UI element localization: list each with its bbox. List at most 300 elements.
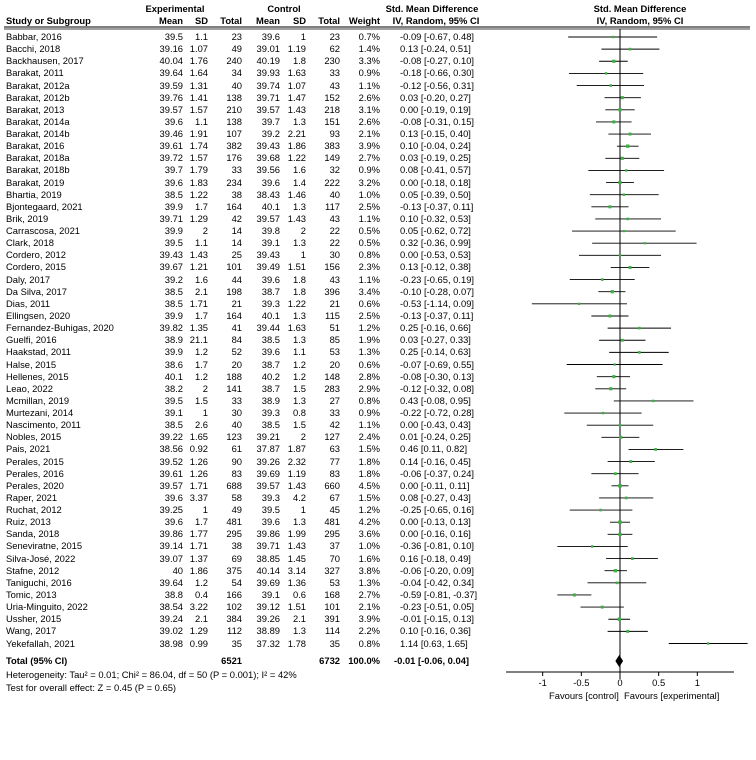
exp-total: 84 (231, 334, 242, 346)
weight: 0.6% (358, 297, 380, 309)
exp-mean: 39.9 (164, 309, 183, 321)
exp-total: 33 (231, 394, 242, 406)
ctrl-sd: 1.3 (292, 394, 306, 406)
exp-mean: 39.02 (159, 625, 183, 637)
study-name: Ellingsen, 2020 (6, 309, 71, 321)
ctrl-total: 42 (329, 419, 340, 431)
ctrl-grand-total: 6732 (319, 655, 340, 666)
heterogeneity-stats: Heterogeneity: Tau² = 0.01; Chi² = 86.04, df = 50 (P = 0.001); I² = 42% (6, 669, 297, 680)
weight: 0.7% (358, 31, 380, 42)
study-ci: 0.16 [-0.18, 0.49] (400, 552, 471, 564)
ctrl-sd: 1.36 (287, 576, 306, 588)
exp-total: 234 (226, 176, 242, 188)
effect-point (629, 48, 632, 51)
exp-mean: 39.86 (159, 528, 183, 540)
study-ci: 0.14 [-0.16, 0.45] (400, 455, 471, 467)
exp-mean: 39.64 (159, 67, 183, 79)
effect-point (602, 412, 604, 414)
weight: 3.1% (358, 103, 380, 115)
ctrl-mean: 39.71 (256, 91, 280, 103)
ctrl-sd: 1.43 (287, 540, 306, 552)
weight: 1.1% (358, 273, 380, 285)
exp-sd: 1.57 (189, 103, 208, 115)
effect-point (591, 545, 594, 548)
effect-point (601, 278, 604, 281)
weight: 1.1% (358, 419, 380, 431)
weight: 2.1% (358, 601, 380, 613)
study-name: Stafne, 2012 (6, 564, 60, 576)
ctrl-total: 391 (324, 613, 340, 625)
exp-mean: 39.14 (159, 540, 183, 552)
study-ci: -0.23 [-0.51, 0.05] (400, 601, 475, 613)
exp-mean: 39.7 (164, 164, 183, 176)
study-ci: 0.13 [-0.15, 0.40] (400, 128, 471, 140)
exp-sd: 0.92 (189, 443, 208, 455)
ctrl-sd: 1.4 (292, 176, 306, 188)
effect-point (614, 472, 617, 475)
weight: 1.5% (358, 491, 380, 503)
effect-point (631, 557, 634, 560)
study-name: Fernandez-Buhigas, 2020 (6, 322, 114, 334)
ctrl-mean: 38.9 (261, 394, 280, 406)
ctrl-sd: 1.3 (292, 200, 306, 212)
study-ci: 0.43 [-0.08, 0.95] (400, 394, 471, 406)
weight: 2.5% (358, 200, 380, 212)
study-ci: 0.25 [-0.14, 0.63] (400, 346, 471, 358)
weight: 2.6% (358, 115, 380, 127)
exp-total: 375 (226, 564, 242, 576)
exp-mean: 39.9 (164, 225, 183, 237)
study-ci: 0.10 [-0.04, 0.24] (400, 140, 471, 152)
effect-point (573, 593, 576, 596)
ctrl-mean: 39.26 (256, 613, 280, 625)
exp-sd: 0.4 (194, 588, 208, 600)
ctrl-mean: 39.2 (261, 128, 280, 140)
ctrl-sd: 2.32 (287, 455, 306, 467)
weight-header: Weight (348, 15, 380, 26)
ctrl-total: 22 (329, 237, 340, 249)
exp-total: 69 (231, 552, 242, 564)
study-ci: -0.06 [-0.37, 0.24] (400, 467, 475, 479)
ctrl-sd: 1.87 (287, 443, 306, 455)
study-ci: 0.00 [-0.18, 0.18] (400, 176, 471, 188)
study-name: Seneviratne, 2015 (6, 540, 83, 552)
ci-column-header: IV, Random, 95% CI (392, 15, 480, 26)
ctrl-total: 40 (329, 188, 340, 200)
weight: 1.2% (358, 504, 380, 516)
ctrl-sd: 1.63 (287, 322, 306, 334)
exp-total: 38 (231, 188, 242, 200)
effect-point (644, 242, 646, 244)
ctrl-sd: 1.5 (292, 382, 306, 394)
study-name: Perales, 2016 (6, 467, 64, 479)
exp-sd: 1.57 (189, 152, 208, 164)
exp-total: 138 (226, 91, 242, 103)
weight: 1.5% (358, 443, 380, 455)
weight: 4.2% (358, 516, 380, 528)
ctrl-mean: 39.69 (256, 467, 280, 479)
study-ci: 0.05 [-0.62, 0.72] (400, 225, 471, 237)
ctrl-total: 156 (324, 261, 340, 273)
weight: 0.5% (358, 225, 380, 237)
exp-total: 481 (226, 516, 242, 528)
study-name: Uria-Minguito, 2022 (6, 601, 88, 613)
ctrl-sd: 1.5 (292, 419, 306, 431)
smd-plot-header: Std. Mean Difference (593, 3, 687, 14)
exp-sd: 0.99 (189, 637, 208, 649)
x-tick-label: 0.5 (652, 677, 666, 688)
favours-experimental-label: Favours [experimental] (624, 690, 720, 701)
study-ci: 0.00 [-0.19, 0.19] (400, 103, 471, 115)
ctrl-total: 114 (325, 625, 340, 637)
exp-sd: 2.1 (194, 285, 208, 297)
exp-total: 49 (231, 504, 242, 516)
ctrl-mean: 39.93 (256, 67, 280, 79)
exp-total: 210 (226, 103, 242, 115)
effect-point (654, 448, 657, 451)
exp-sd: 1.86 (189, 564, 208, 576)
effect-point (618, 520, 621, 523)
exp-mean: 39.57 (159, 479, 183, 491)
ctrl-total: 43 (329, 79, 340, 91)
ctrl-sd-header: SD (292, 15, 306, 26)
study-name: Dias, 2011 (6, 297, 51, 309)
exp-mean: 39.5 (164, 237, 183, 249)
weight: 2.6% (358, 91, 380, 103)
study-name: Raper, 2021 (6, 491, 58, 503)
ctrl-total: 32 (329, 164, 340, 176)
weight: 0.8% (358, 249, 380, 261)
ctrl-sd: 4.2 (292, 491, 306, 503)
ctrl-total: 43 (329, 212, 340, 224)
exp-mean: 38.5 (164, 419, 183, 431)
control-group-header: Control (267, 3, 301, 14)
exp-mean: 39.46 (159, 128, 183, 140)
exp-total: 54 (231, 576, 242, 588)
ctrl-total: 20 (329, 358, 340, 370)
ctrl-mean: 38.7 (261, 382, 280, 394)
study-name: Wang, 2017 (6, 625, 57, 637)
exp-sd: 1.31 (189, 79, 208, 91)
study-name: Bacchi, 2018 (6, 43, 61, 55)
study-name: Barakat, 2011 (6, 67, 64, 79)
exp-mean: 39.9 (164, 200, 183, 212)
exp-sd: 1.26 (189, 467, 208, 479)
study-name: Ussher, 2015 (6, 613, 62, 625)
weight: 0.9% (358, 407, 380, 419)
weight: 0.9% (358, 67, 380, 79)
ctrl-sd: 1.8 (292, 55, 306, 67)
exp-total: 141 (226, 382, 242, 394)
overall-effect-test: Test for overall effect: Z = 0.45 (P = 0.65) (6, 682, 177, 693)
study-ci: -0.25 [-0.65, 0.16] (400, 504, 475, 516)
exp-sd: 1.7 (194, 516, 208, 528)
exp-sd: 1.07 (189, 43, 208, 55)
effect-point (623, 230, 625, 232)
effect-point (608, 205, 611, 208)
ctrl-sd: 1.45 (287, 552, 306, 564)
effect-point (612, 375, 615, 378)
weight: 3.6% (358, 528, 380, 540)
weight: 3.9% (358, 140, 380, 152)
study-name: Taniguchi, 2016 (6, 576, 72, 588)
ctrl-total: 23 (329, 31, 340, 42)
ctrl-sd: 1.78 (287, 637, 306, 649)
ctrl-total: 51 (329, 322, 340, 334)
effect-point (621, 157, 624, 160)
effect-point (638, 351, 641, 354)
study-name: Barakat, 2013 (6, 103, 65, 115)
effect-point (707, 642, 709, 644)
study-ci: -0.18 [-0.66, 0.30] (400, 67, 475, 79)
weight: 2.9% (358, 382, 380, 394)
exp-total: 123 (226, 431, 242, 443)
study-name: Babbar, 2016 (6, 31, 62, 42)
exp-total: 101 (226, 261, 242, 273)
study-name: Hellenes, 2015 (6, 370, 69, 382)
ctrl-sd: 1.43 (287, 479, 306, 491)
ctrl-mean: 39.1 (261, 237, 280, 249)
study-ci: -0.07 [-0.69, 0.55] (400, 358, 475, 370)
ctrl-sd: 1 (300, 31, 306, 42)
total-weight: 100.0% (348, 655, 380, 666)
effect-point (619, 436, 622, 439)
exp-mean: 39.2 (164, 273, 183, 285)
exp-total: 164 (226, 200, 242, 212)
ctrl-mean: 38.85 (256, 552, 280, 564)
study-ci: 0.08 [-0.27, 0.43] (400, 491, 471, 503)
weight: 1.8% (358, 455, 380, 467)
exp-mean: 39.1 (164, 407, 183, 419)
ctrl-mean: 37.32 (256, 637, 280, 649)
ctrl-sd: 1.47 (287, 91, 306, 103)
study-name: Pais, 2021 (6, 443, 51, 455)
ctrl-total: 22 (329, 225, 340, 237)
ctrl-sd: 1.46 (287, 188, 306, 200)
ctrl-mean: 39.01 (256, 43, 280, 55)
exp-mean: 39.6 (164, 491, 183, 503)
study-name: Bjontegaard, 2021 (6, 200, 83, 212)
effect-point (652, 400, 654, 402)
exp-sd: 1.1 (194, 115, 208, 127)
ctrl-mean: 39.5 (261, 504, 280, 516)
study-ci: 0.25 [-0.16, 0.66] (400, 322, 471, 334)
ctrl-mean: 38.5 (261, 419, 280, 431)
exp-mean: 39.52 (159, 455, 183, 467)
exp-mean: 39.9 (164, 346, 183, 358)
ctrl-mean: 39.26 (256, 455, 280, 467)
exp-mean: 38.5 (164, 188, 183, 200)
ctrl-mean: 39.6 (261, 273, 280, 285)
study-ci: 0.46 [0.11, 0.82] (400, 443, 468, 455)
ctrl-total: 295 (324, 528, 340, 540)
exp-total: 35 (231, 637, 242, 649)
ctrl-sd: 1.51 (287, 601, 306, 613)
study-name: Barakat, 2012b (6, 91, 70, 103)
exp-mean: 39.25 (159, 504, 183, 516)
ctrl-total: 35 (329, 637, 340, 649)
exp-total: 61 (231, 443, 242, 455)
weight: 2.5% (358, 309, 380, 321)
study-name: Tomic, 2013 (6, 588, 57, 600)
smd-table-header: Std. Mean Difference (385, 3, 479, 14)
study-name: Barakat, 2014a (6, 115, 70, 127)
ctrl-sd: 2.1 (292, 613, 306, 625)
exp-total: 90 (231, 455, 242, 467)
ctrl-mean: 39.8 (261, 225, 280, 237)
exp-sd: 1.91 (189, 128, 208, 140)
ctrl-mean: 39.57 (256, 479, 280, 491)
ctrl-sd: 0.8 (292, 407, 306, 419)
exp-sd: 1.37 (189, 552, 208, 564)
exp-total: 176 (226, 152, 242, 164)
effect-point (621, 96, 624, 99)
study-ci: -0.04 [-0.42, 0.34] (400, 576, 475, 588)
study-name: Guelfi, 2016 (6, 334, 57, 346)
study-ci: -0.08 [-0.31, 0.15] (400, 115, 475, 127)
effect-point (608, 314, 611, 317)
exp-sd-header: SD (194, 15, 208, 26)
ctrl-mean: 39.74 (256, 79, 280, 91)
ctrl-mean: 39.21 (256, 431, 280, 443)
ctrl-mean: 39.6 (261, 176, 280, 188)
effect-point (612, 60, 615, 63)
ctrl-sd: 1.63 (287, 67, 306, 79)
ctrl-total: 33 (329, 67, 340, 79)
study-ci: -0.01 [-0.15, 0.13] (400, 613, 475, 625)
study-name: Clark, 2018 (6, 237, 54, 249)
exp-mean: 38.6 (164, 358, 183, 370)
exp-mean: 38.5 (164, 285, 183, 297)
exp-total: 34 (231, 67, 242, 79)
exp-mean: 39.6 (164, 115, 183, 127)
exp-mean: 39.57 (159, 103, 183, 115)
weight: 2.2% (358, 625, 380, 637)
ctrl-mean: 38.7 (261, 358, 280, 370)
study-name: Backhausen, 2017 (6, 55, 84, 67)
effect-point (609, 84, 612, 87)
effect-point (626, 144, 629, 147)
ctrl-sd: 2.21 (287, 128, 306, 140)
study-name: Murtezani, 2014 (6, 407, 74, 419)
effect-point (621, 339, 624, 342)
effect-point (578, 303, 580, 305)
exp-mean: 39.59 (159, 79, 183, 91)
ctrl-total: 70 (329, 552, 340, 564)
exp-sd: 1.71 (189, 540, 208, 552)
study-ci: 0.08 [-0.41, 0.57] (400, 164, 471, 176)
ctrl-total: 115 (325, 309, 340, 321)
effect-point (618, 618, 621, 621)
exp-sd: 1.6 (194, 273, 208, 285)
ctrl-mean: 39.68 (256, 152, 280, 164)
weight: 3.8% (358, 564, 380, 576)
ctrl-total: 62 (329, 43, 340, 55)
study-name: Barakat, 2018a (6, 152, 70, 164)
exp-sd: 1.26 (189, 455, 208, 467)
exp-mean: 39.67 (159, 261, 183, 273)
exp-mean: 38.56 (159, 443, 183, 455)
study-name: Ruiz, 2013 (6, 516, 51, 528)
effect-point (611, 290, 614, 293)
ctrl-total: 93 (329, 128, 340, 140)
exp-sd: 2.1 (194, 613, 208, 625)
exp-total: 21 (231, 297, 242, 309)
weight: 2.7% (358, 588, 380, 600)
effect-point (619, 254, 621, 256)
ctrl-mean: 39.1 (261, 588, 280, 600)
ctrl-sd: 1.8 (292, 273, 306, 285)
weight: 1.1% (358, 79, 380, 91)
ctrl-sd: 1 (300, 504, 306, 516)
ctrl-sd: 1.8 (292, 285, 306, 297)
ctrl-mean: 39.3 (261, 407, 280, 419)
exp-mean: 39.22 (159, 431, 183, 443)
ctrl-total: 222 (324, 176, 340, 188)
ctrl-sd: 3.14 (287, 564, 306, 576)
effect-point (609, 387, 612, 390)
study-name: Perales, 2015 (6, 455, 64, 467)
x-tick-label: 1 (694, 677, 700, 688)
ctrl-total: 117 (325, 200, 340, 212)
exp-mean: 39.82 (159, 322, 183, 334)
pooled-diamond (615, 655, 623, 667)
effect-point (629, 460, 632, 463)
study-ci: -0.09 [-0.67, 0.48] (400, 31, 475, 42)
exp-sd: 3.37 (189, 491, 208, 503)
ctrl-sd: 1.2 (292, 370, 306, 382)
exp-mean: 39.5 (164, 31, 183, 42)
exp-total: 41 (231, 322, 242, 334)
effect-point (629, 133, 632, 136)
exp-total: 14 (231, 225, 242, 237)
effect-point (625, 497, 628, 500)
study-ci: 0.13 [-0.24, 0.51] (400, 43, 471, 55)
ctrl-sd: 2 (300, 225, 306, 237)
ctrl-mean: 39.86 (256, 528, 280, 540)
effect-point (619, 424, 622, 427)
ctrl-total: 148 (324, 370, 340, 382)
exp-mean: 38.9 (164, 334, 183, 346)
ctrl-total: 85 (329, 334, 340, 346)
exp-total: 38 (231, 540, 242, 552)
study-name: Haakstad, 2011 (6, 346, 71, 358)
ctrl-sd: 1.2 (292, 358, 306, 370)
study-name: Da Silva, 2017 (6, 285, 67, 297)
study-name: Barakat, 2012a (6, 79, 70, 91)
exp-total: 382 (226, 140, 242, 152)
study-ci: 0.00 [-0.53, 0.53] (400, 249, 471, 261)
ctrl-sd: 1.3 (292, 237, 306, 249)
weight: 3.9% (358, 613, 380, 625)
ctrl-mean: 40.1 (261, 309, 280, 321)
weight: 3.2% (358, 176, 380, 188)
study-ci: -0.08 [-0.27, 0.10] (400, 55, 475, 67)
exp-sd: 1 (202, 504, 208, 516)
ctrl-mean: 39.44 (256, 322, 280, 334)
ctrl-mean: 38.43 (256, 188, 280, 200)
ctrl-total: 168 (324, 588, 340, 600)
ctrl-mean: 38.7 (261, 285, 280, 297)
exp-sd: 1.65 (189, 431, 208, 443)
ctrl-total: 53 (329, 346, 340, 358)
exp-total: 52 (231, 346, 242, 358)
exp-sd: 2 (202, 382, 208, 394)
study-name: Yekefallah, 2021 (6, 637, 75, 649)
exp-sd: 2 (202, 225, 208, 237)
ctrl-mean: 39.71 (256, 540, 280, 552)
exp-sd: 1.74 (189, 140, 208, 152)
